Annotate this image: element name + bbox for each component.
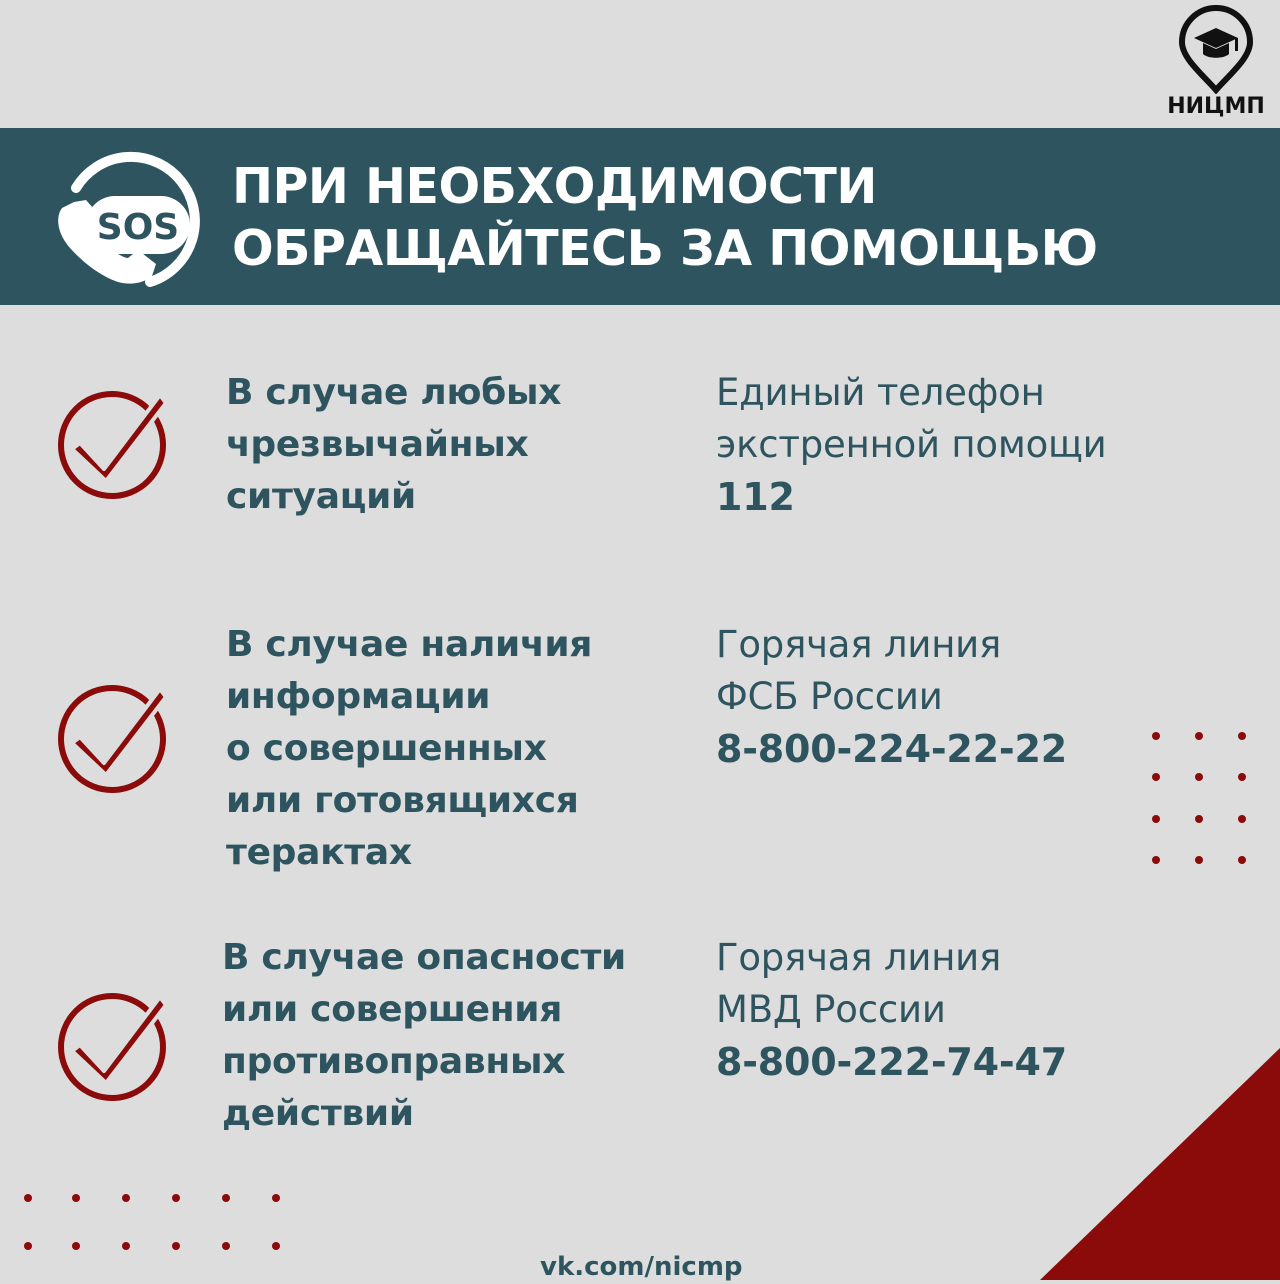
footer-link[interactable]: vk.com/nicmp bbox=[540, 1252, 743, 1282]
check-circle-icon bbox=[56, 683, 168, 795]
contact-info bbox=[716, 619, 1196, 775]
sos-phone-icon bbox=[48, 142, 200, 294]
contact-name: Горячая линия bbox=[716, 623, 1002, 666]
decorative-dots bbox=[18, 1188, 288, 1254]
sos-label: SOS bbox=[96, 207, 180, 248]
page-title bbox=[232, 156, 1232, 280]
contact-name: МВД России bbox=[716, 988, 946, 1031]
graduation-cap-map-pin-icon bbox=[1178, 4, 1254, 94]
contact-info bbox=[716, 367, 1196, 523]
phone-number[interactable]: 112 bbox=[716, 475, 795, 519]
logo-text: НИЦМП bbox=[1167, 94, 1265, 119]
check-circle-icon bbox=[56, 991, 168, 1103]
header-banner bbox=[0, 128, 1280, 305]
title-line: ПРИ НЕОБХОДИМОСТИ bbox=[232, 158, 877, 215]
situation-text: В случае наличия информации о совершенных или готовящихся терактах bbox=[226, 624, 593, 873]
decorative-dots bbox=[1146, 726, 1256, 870]
contact-name: Единый телефон bbox=[716, 371, 1045, 414]
title-line: ОБРАЩАЙТЕСЬ ЗА ПОМОЩЬЮ bbox=[232, 220, 1098, 277]
contact-name: ФСБ России bbox=[716, 675, 943, 718]
situation-text: В случае любых чрезвычайных ситуаций bbox=[226, 372, 562, 517]
contact-name: Горячая линия bbox=[716, 936, 1002, 979]
situation-text: В случае опасности или совершения противоправных действий bbox=[222, 937, 626, 1134]
nicmp-logo bbox=[1160, 2, 1272, 120]
phone-number[interactable]: 8-800-222-74-47 bbox=[716, 1040, 1067, 1084]
contact-name: экстренной помощи bbox=[716, 423, 1107, 466]
check-circle-icon bbox=[56, 389, 168, 501]
phone-number[interactable]: 8-800-224-22-22 bbox=[716, 727, 1067, 771]
decorative-triangle bbox=[1040, 1048, 1280, 1280]
